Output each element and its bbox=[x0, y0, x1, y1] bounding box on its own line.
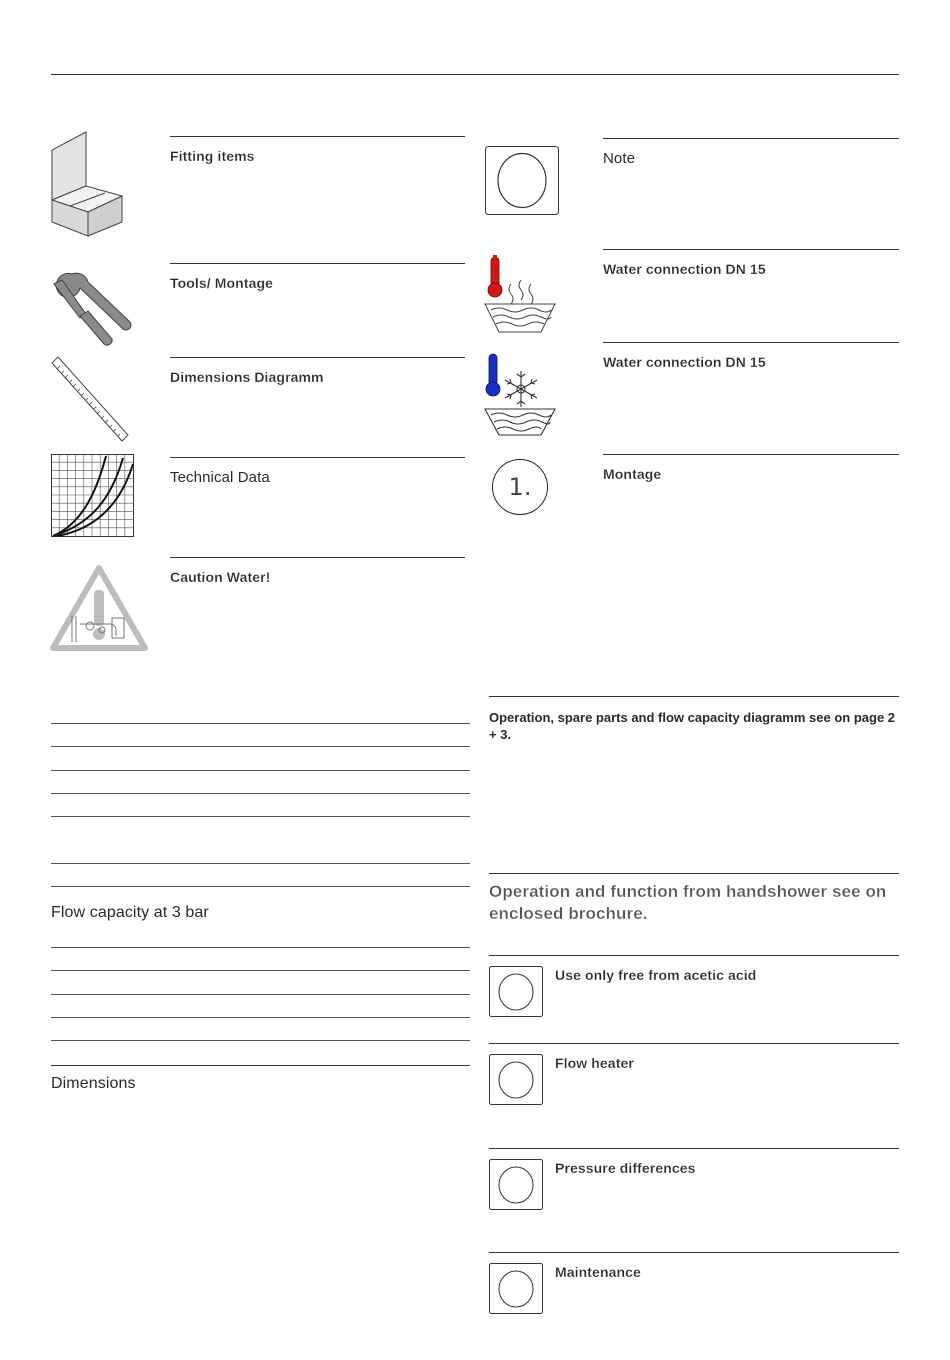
maintenance-label: Maintenance bbox=[555, 1264, 641, 1280]
note-rule bbox=[603, 138, 899, 139]
caution-water-rule bbox=[170, 557, 465, 558]
step-one-icon bbox=[492, 459, 548, 515]
table-line bbox=[51, 970, 470, 971]
dimensions-diagram-label: Dimensions Diagramm bbox=[170, 369, 324, 385]
montage-rule bbox=[603, 454, 899, 455]
table-line bbox=[51, 1017, 470, 1018]
tools-icon bbox=[50, 264, 134, 348]
flow-heater-rule bbox=[489, 1043, 899, 1044]
caution-water-label: Caution Water! bbox=[170, 569, 271, 585]
table-line bbox=[51, 1040, 470, 1041]
table-line bbox=[51, 770, 470, 771]
operation-note: Operation, spare parts and flow capacity diagramm see on page 2 + 3. bbox=[489, 710, 896, 742]
technical-data-rule bbox=[170, 457, 465, 458]
ruler-icon bbox=[50, 355, 130, 445]
graph-icon bbox=[51, 454, 135, 538]
acetic-acid-rule bbox=[489, 955, 899, 956]
table-line bbox=[51, 816, 470, 817]
note-label: Note bbox=[603, 150, 636, 167]
box-icon bbox=[50, 130, 126, 240]
table-line bbox=[51, 863, 470, 864]
tools-label: Tools/ Montage bbox=[170, 275, 274, 291]
cold-water-icon bbox=[483, 351, 557, 437]
montage-label: Montage bbox=[603, 466, 662, 482]
table-line bbox=[51, 746, 470, 747]
warning-icon bbox=[50, 564, 148, 652]
flow-capacity-label: Flow capacity at 3 bar bbox=[51, 904, 209, 921]
handshower-note: Operation and function from handshower see on enclosed brochure. bbox=[489, 882, 887, 923]
operation-note-rule bbox=[489, 696, 899, 697]
table-line bbox=[51, 947, 470, 948]
table-line bbox=[51, 793, 470, 794]
pressure-differences-rule bbox=[489, 1148, 899, 1149]
fitting-items-rule bbox=[170, 136, 465, 137]
note-icon bbox=[489, 1054, 544, 1106]
table-line bbox=[51, 994, 470, 995]
note-icon bbox=[489, 1159, 544, 1211]
hot-water-icon bbox=[483, 254, 557, 336]
acetic-acid-label: Use only free from acetic acid bbox=[555, 967, 757, 983]
technical-data-label: Technical Data bbox=[170, 469, 270, 486]
pressure-differences-label: Pressure differences bbox=[555, 1160, 696, 1176]
step-number: 1. bbox=[508, 473, 532, 501]
dimensions-rule bbox=[51, 1065, 470, 1066]
cold-water-label: Water connection DN 15 bbox=[603, 354, 766, 370]
table-line bbox=[51, 886, 470, 887]
table-line bbox=[51, 723, 470, 724]
hot-water-rule bbox=[603, 249, 899, 250]
hot-water-label: Water connection DN 15 bbox=[603, 261, 766, 277]
fitting-items-label: Fitting items bbox=[170, 148, 255, 164]
note-icon bbox=[489, 1263, 544, 1315]
handshower-rule bbox=[489, 873, 899, 874]
tools-rule bbox=[170, 263, 465, 264]
cold-water-rule bbox=[603, 342, 899, 343]
note-icon bbox=[489, 966, 544, 1018]
dimensions-diagram-rule bbox=[170, 357, 465, 358]
note-icon bbox=[485, 146, 560, 216]
header-rule bbox=[51, 74, 899, 75]
flow-heater-label: Flow heater bbox=[555, 1055, 634, 1071]
maintenance-rule bbox=[489, 1252, 899, 1253]
dimensions-label: Dimensions bbox=[51, 1075, 136, 1092]
